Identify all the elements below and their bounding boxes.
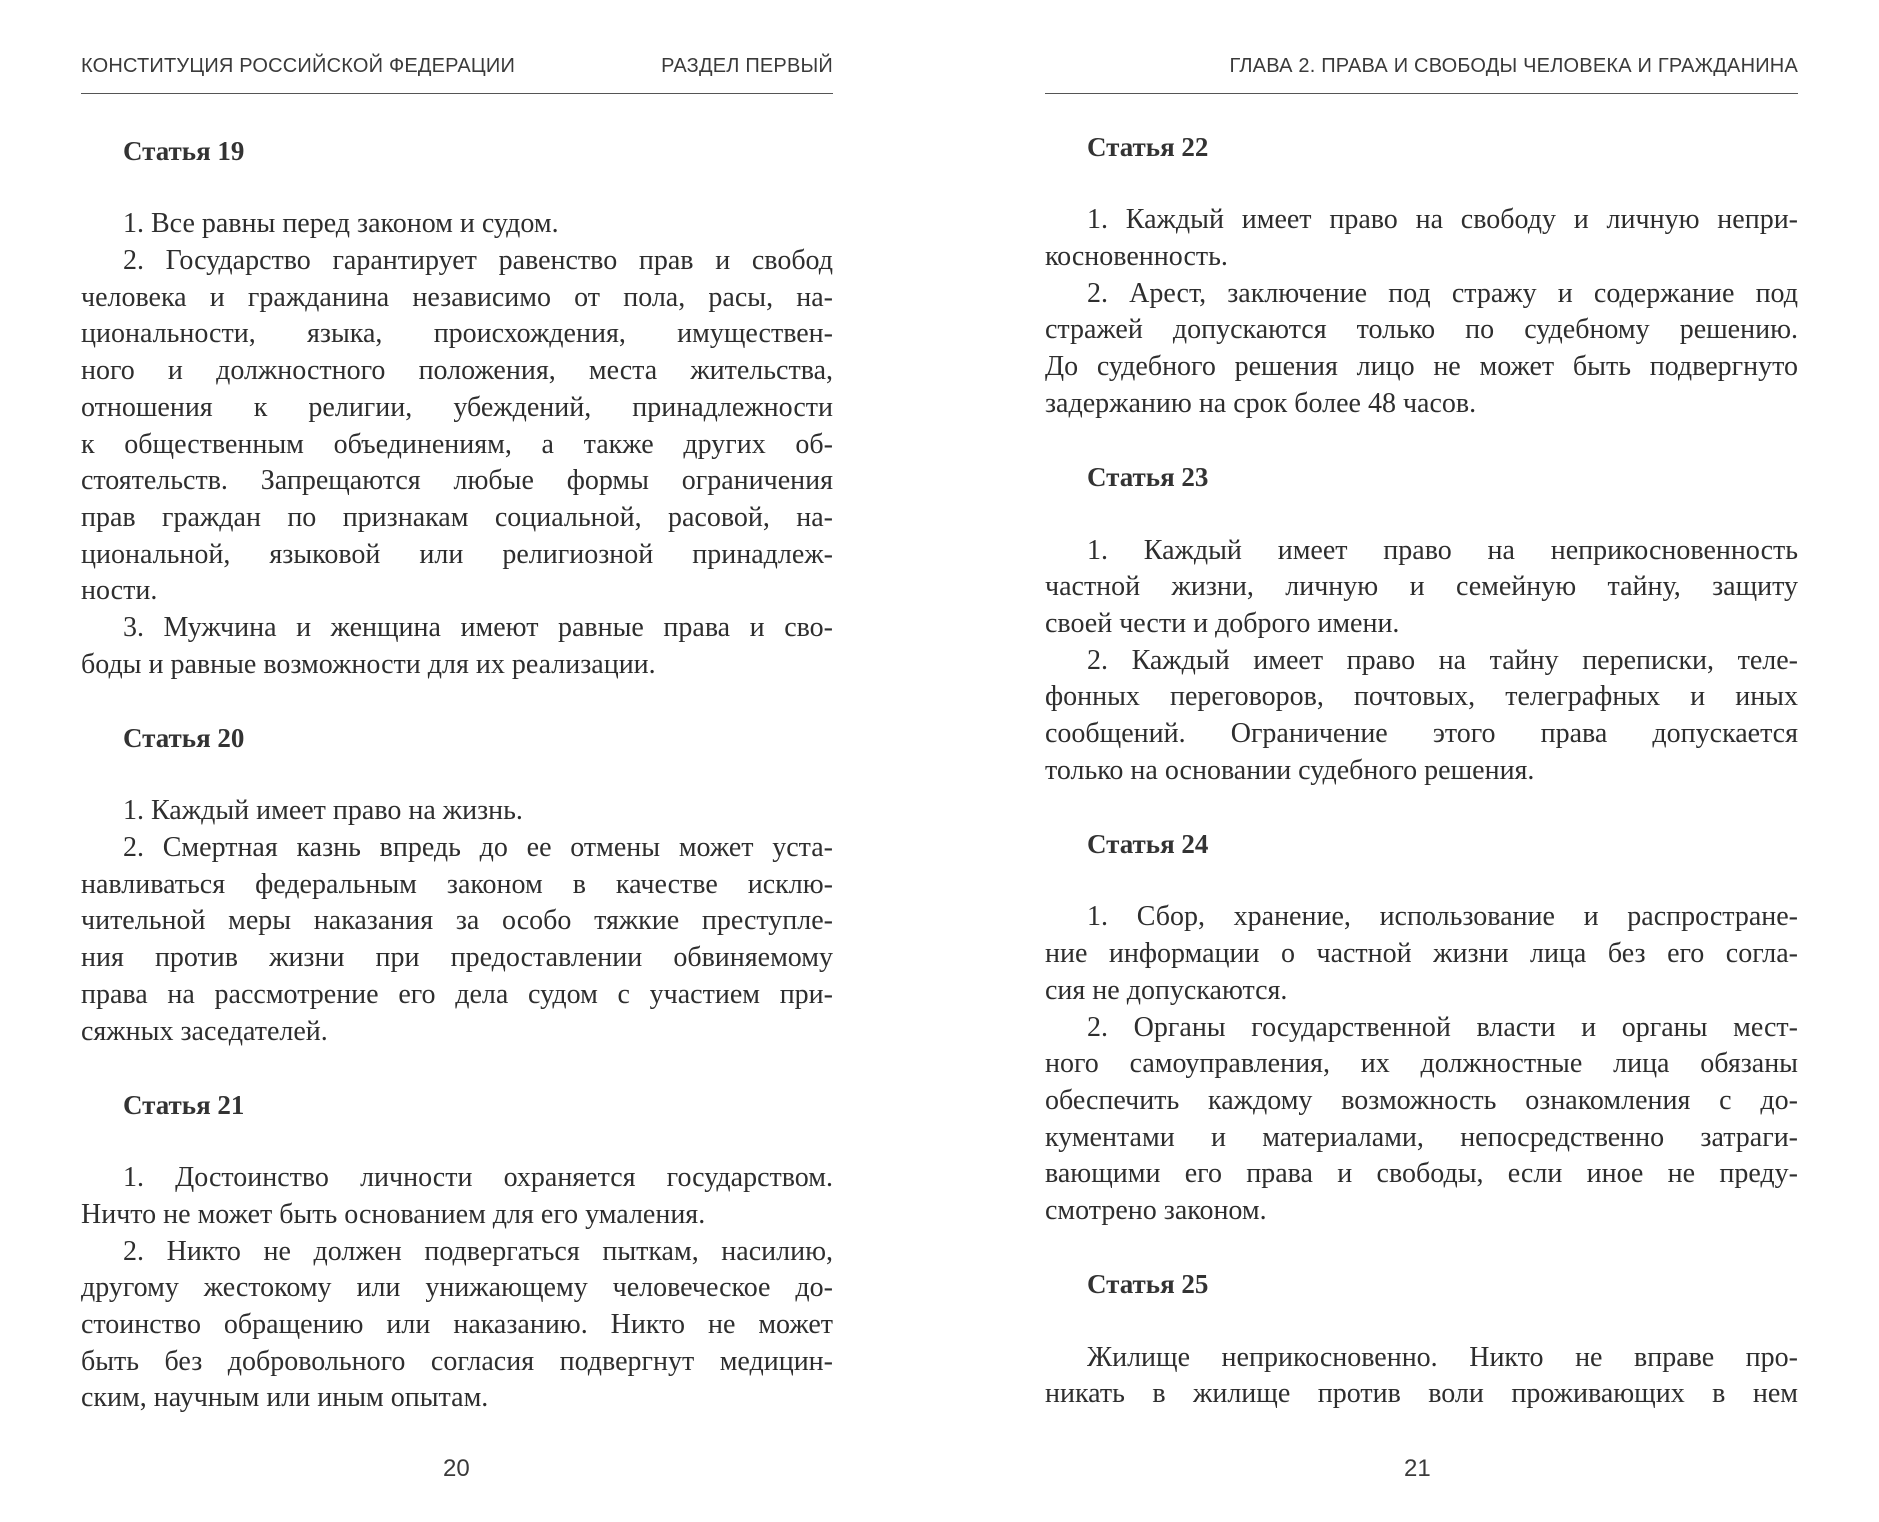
page-body [1045, 129, 1798, 1413]
text-line: фонных переговоров, почтовых, телеграфных и иных [1045, 681, 1798, 713]
text-line: обеспечить каждому возможность ознакомления с до- [1045, 1084, 1798, 1116]
spacer [81, 1124, 833, 1161]
text-line: 2. Государство гарантирует равенство прав и свобод [123, 245, 833, 277]
text-line: кументами и материалами, непосредственно затраги- [1045, 1121, 1798, 1153]
article-paragraph [81, 830, 833, 1050]
text-line: 3. Мужчина и женщина имеют равные права и сво- [123, 611, 833, 643]
text-line: 1. Каждый имеет право на неприкосновенность [1087, 534, 1798, 566]
text-line: быть без добровольного согласия подвергнут медицин- [81, 1345, 833, 1377]
article-heading: Статья 24 [1087, 829, 1209, 860]
text-line: частной жизни, личную и семейную тайну, защиту [1045, 571, 1798, 603]
text-line: чительной меры наказания за особо тяжкие преступле- [81, 905, 833, 937]
article-paragraph [1045, 533, 1798, 643]
article-paragraph [81, 793, 833, 830]
spacer [1045, 166, 1798, 203]
text-line: сия не допускаются. [1045, 974, 1288, 1006]
spacer [1045, 1230, 1798, 1267]
text-line: 2. Арест, заключение под стражу и содержание под [1087, 277, 1798, 309]
article-paragraph [81, 206, 833, 243]
running-head [1045, 55, 1798, 85]
text-line: к общественным объединениям, а также других об- [81, 428, 833, 460]
left-page [81, 0, 833, 1522]
spacer [1045, 423, 1798, 460]
text-line: Ничто не может быть основанием для его умаления. [81, 1198, 706, 1230]
text-line: косновенность. [1045, 241, 1228, 273]
chapter-header: ГЛАВА 2. ПРАВА И СВОБОДЫ ЧЕЛОВЕКА И ГРАЖДАНИНА [1229, 55, 1798, 77]
spacer [1045, 1303, 1798, 1340]
page-number: 21 [1404, 1455, 1431, 1482]
spacer [81, 683, 833, 720]
text-line: другому жестокому или унижающему человеческое до- [81, 1272, 833, 1304]
text-line: 2. Органы государственной власти и органы мест- [1087, 1011, 1798, 1043]
text-line: никать в жилище против воли проживающих в нем [1045, 1378, 1798, 1410]
header-rule [1045, 93, 1798, 94]
article-heading: Статья 21 [123, 1089, 245, 1120]
spacer [1045, 789, 1798, 826]
text-line: 1. Каждый имеет право на свободу и личную непри- [1087, 204, 1798, 236]
text-line: сяжных заседателей. [81, 1015, 328, 1047]
text-line: сообщений. Ограничение этого права допускается [1045, 718, 1798, 749]
text-line: ности. [81, 575, 158, 607]
text-line: стоятельств. Запрещаются любые формы ограничения [81, 465, 833, 497]
article-paragraph [1045, 202, 1798, 275]
running-head [81, 55, 833, 85]
spacer [81, 757, 833, 794]
article-paragraph [1045, 643, 1798, 790]
text-line: 2. Смертная казнь впредь до ее отмены может уста- [123, 832, 833, 864]
article-heading: Статья 22 [1087, 132, 1209, 162]
text-line: ного и должностного положения, места жительства, [81, 355, 833, 387]
article-paragraph [81, 243, 833, 610]
text-line: только на основании судебного решения. [1045, 754, 1535, 786]
text-line: 1. Все равны перед законом и судом. [123, 208, 559, 240]
text-line: циональности, языка, происхождения, имуществен- [81, 318, 833, 350]
text-line: права на рассмотрение его дела судом с участием при- [81, 978, 833, 1010]
spacer [1045, 863, 1798, 900]
text-line: 1. Сбор, хранение, использование и распростране- [1087, 901, 1798, 933]
article-paragraph [81, 1160, 833, 1233]
right-page [1045, 0, 1798, 1522]
text-line: 1. Достоинство личности охраняется государством. [123, 1162, 833, 1194]
text-line: задержанию на срок более 48 часов. [1045, 387, 1477, 419]
text-line: смотрено законом. [1045, 1194, 1267, 1226]
text-line: вающими его права и свободы, если иное не преду- [1045, 1158, 1798, 1190]
section-header: РАЗДЕЛ ПЕРВЫЙ [661, 55, 833, 77]
spacer [81, 1050, 833, 1087]
page-body [81, 133, 833, 1417]
text-line: ного самоуправления, их должностные лица обязаны [1045, 1048, 1798, 1080]
page-number: 20 [443, 1455, 470, 1482]
text-line: стоинство обращению или наказанию. Никто не может [81, 1309, 833, 1340]
text-line: 2. Каждый имеет право на тайну переписки, теле- [1087, 644, 1798, 676]
text-line: прав граждан по признакам социальной, расовой, на- [81, 501, 833, 533]
article-paragraph [1045, 1010, 1798, 1230]
text-line: 1. Каждый имеет право на жизнь. [123, 795, 523, 827]
text-line: ским, научным или иным опытам. [81, 1382, 489, 1414]
article-paragraph [1045, 899, 1798, 1009]
article-heading: Статья 20 [123, 723, 245, 753]
text-line: человека и гражданина независимо от пола, расы, на- [81, 281, 833, 313]
text-line: Жилище неприкосновенно. Никто не вправе про- [1087, 1341, 1798, 1373]
text-line: боды и равные возможности для их реализации. [81, 648, 656, 680]
article-heading: Статья 19 [123, 136, 245, 166]
text-line: ния против жизни при предоставлении обвиняемому [81, 942, 833, 974]
text-line: циональной, языковой или религиозной принадлеж- [81, 538, 833, 570]
text-line: 2. Никто не должен подвергаться пыткам, насилию, [123, 1235, 833, 1267]
text-line: навливаться федеральным законом в качестве исклю- [81, 868, 833, 900]
header-rule [81, 93, 833, 94]
book-title-header: КОНСТИТУЦИЯ РОССИЙСКОЙ ФЕДЕРАЦИИ [81, 55, 516, 77]
text-line: своей чести и доброго имени. [1045, 607, 1400, 639]
article-paragraph [1045, 276, 1798, 423]
text-line: отношения к религии, убеждений, принадлежности [81, 391, 833, 423]
article-paragraph [81, 610, 833, 683]
article-heading: Статья 23 [1087, 462, 1209, 493]
spacer [1045, 496, 1798, 533]
spacer [81, 170, 833, 207]
text-line: ние информации о частной жизни лица без его согла- [1045, 938, 1798, 970]
article-paragraph [81, 1234, 833, 1417]
text-line: стражей допускаются только по судебному решению. [1045, 314, 1798, 346]
article-heading: Статья 25 [1087, 1269, 1209, 1300]
article-paragraph [1045, 1340, 1798, 1413]
text-line: До судебного решения лицо не может быть подвергнуто [1045, 351, 1798, 383]
